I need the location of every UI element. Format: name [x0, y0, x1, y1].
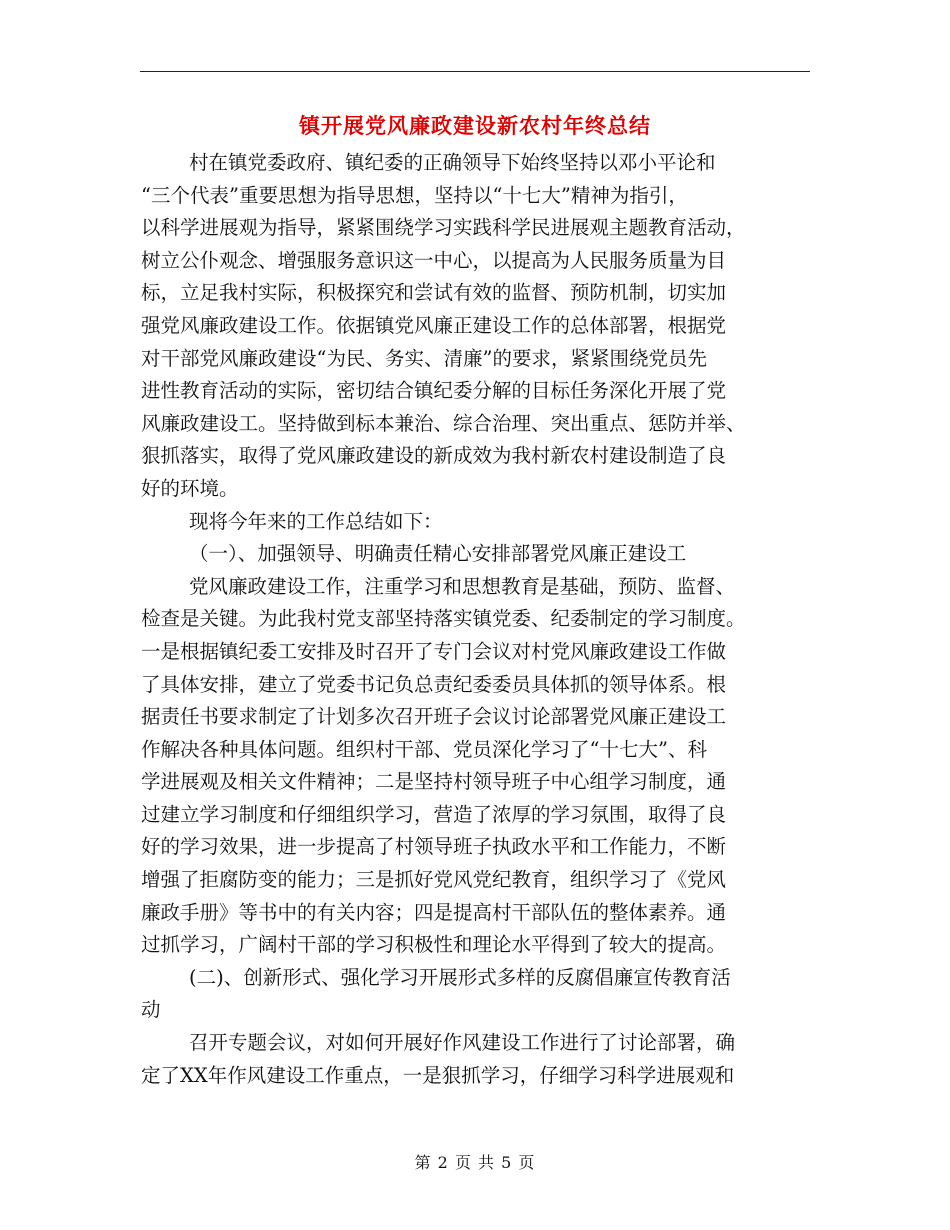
section-heading: (二)、创新形式、强化学习开展形式多样的反腐倡廉宣传教育活	[189, 965, 731, 989]
paragraph-line: 一是根据镇纪委工安排及时召开了专门会议对村党风廉政建设工作做	[141, 639, 727, 663]
paragraph-line: 定了XX年作风建设工作重点，一是狠抓学习，仔细学习科学进展观和	[141, 1063, 735, 1087]
paragraph-line: 作解决各种具体问题。组织村干部、党员深化学习了“十七大”、科	[141, 737, 707, 761]
paragraph-line: 现将今年来的工作总结如下：	[189, 509, 443, 533]
document-title: 镇开展党风廉政建设新农村年终总结	[299, 113, 651, 138]
paragraph-line: 过建立学习制度和仔细组织学习，营造了浓厚的学习氛围，取得了良	[141, 802, 727, 826]
paragraph-line: 了具体安排，建立了党委书记负总责纪委委员具体抓的领导体系。根	[141, 672, 727, 696]
paragraph-line: “三个代表”重要思想为指导思想，坚持以“十七大”精神为指引，	[141, 183, 688, 207]
paragraph-line: 进性教育活动的实际，密切结合镇纪委分解的目标任务深化开展了党	[141, 379, 727, 403]
document-body	[141, 147, 809, 1092]
paragraph-line: 检查是关键。为此我村党支部坚持落实镇党委、纪委制定的学习制度。	[141, 607, 746, 631]
paragraph-line: 风廉政建设工。坚持做到标本兼治、综合治理、突出重点、惩防并举、	[141, 411, 746, 435]
paragraph-line: 学进展观及相关文件精神；二是坚持村领导班子中心组学习制度，通	[141, 770, 727, 794]
paragraph-line: 廉政手册》等书中的有关内容；四是提高村干部队伍的整体素养。通	[141, 900, 727, 924]
page-number: 第 2 页 共 5 页	[414, 1153, 536, 1172]
paragraph-line: 召开专题会议，对如何开展好作风建设工作进行了讨论部署，确	[189, 1031, 736, 1055]
paragraph-line: 以科学进展观为指导，紧紧围绕学习实践科学民进展观主题教育活动，	[141, 216, 746, 240]
paragraph-line: 增强了拒腐防变的能力；三是抓好党风党纪教育，组织学习了《党风	[141, 868, 727, 892]
paragraph-line: 好的学习效果，进一步提高了村领导班子执政水平和工作能力，不断	[141, 835, 727, 859]
paragraph-line: 据责任书要求制定了计划多次召开班子会议讨论部署党风廉正建设工	[141, 705, 727, 729]
paragraph-line: 狠抓落实，取得了党风廉政建设的新成效为我村新农村建设制造了良	[141, 444, 727, 468]
paragraph-line: 村在镇党委政府、镇纪委的正确领导下始终坚持以邓小平论和	[189, 151, 716, 174]
paragraph-line: 强党风廉政建设工作。依据镇党风廉正建设工作的总体部署，根据党	[141, 313, 727, 337]
section-heading: （一）、加强领导、明确责任精心安排部署党风廉正建设工	[189, 542, 687, 566]
paragraph-line: 对干部党风廉政建设“为民、务实、清廉”的要求，紧紧围绕党员先	[141, 346, 707, 370]
paragraph-line: 标，立足我村实际，积极探究和尝试有效的监督、预防机制，切实加	[141, 281, 727, 305]
paragraph-line: 过抓学习，广阔村干部的学习积极性和理论水平得到了较大的提高。	[141, 933, 727, 957]
paragraph-line: 党风廉政建设工作，注重学习和思想教育是基础，预防、监督、	[189, 574, 736, 598]
paragraph-line: 好的环境。	[141, 476, 239, 500]
section-heading: 动	[141, 998, 161, 1022]
paragraph-line: 树立公仆观念、增强服务意识这一中心，以提高为人民服务质量为目	[141, 248, 727, 272]
header-rule	[140, 71, 810, 72]
